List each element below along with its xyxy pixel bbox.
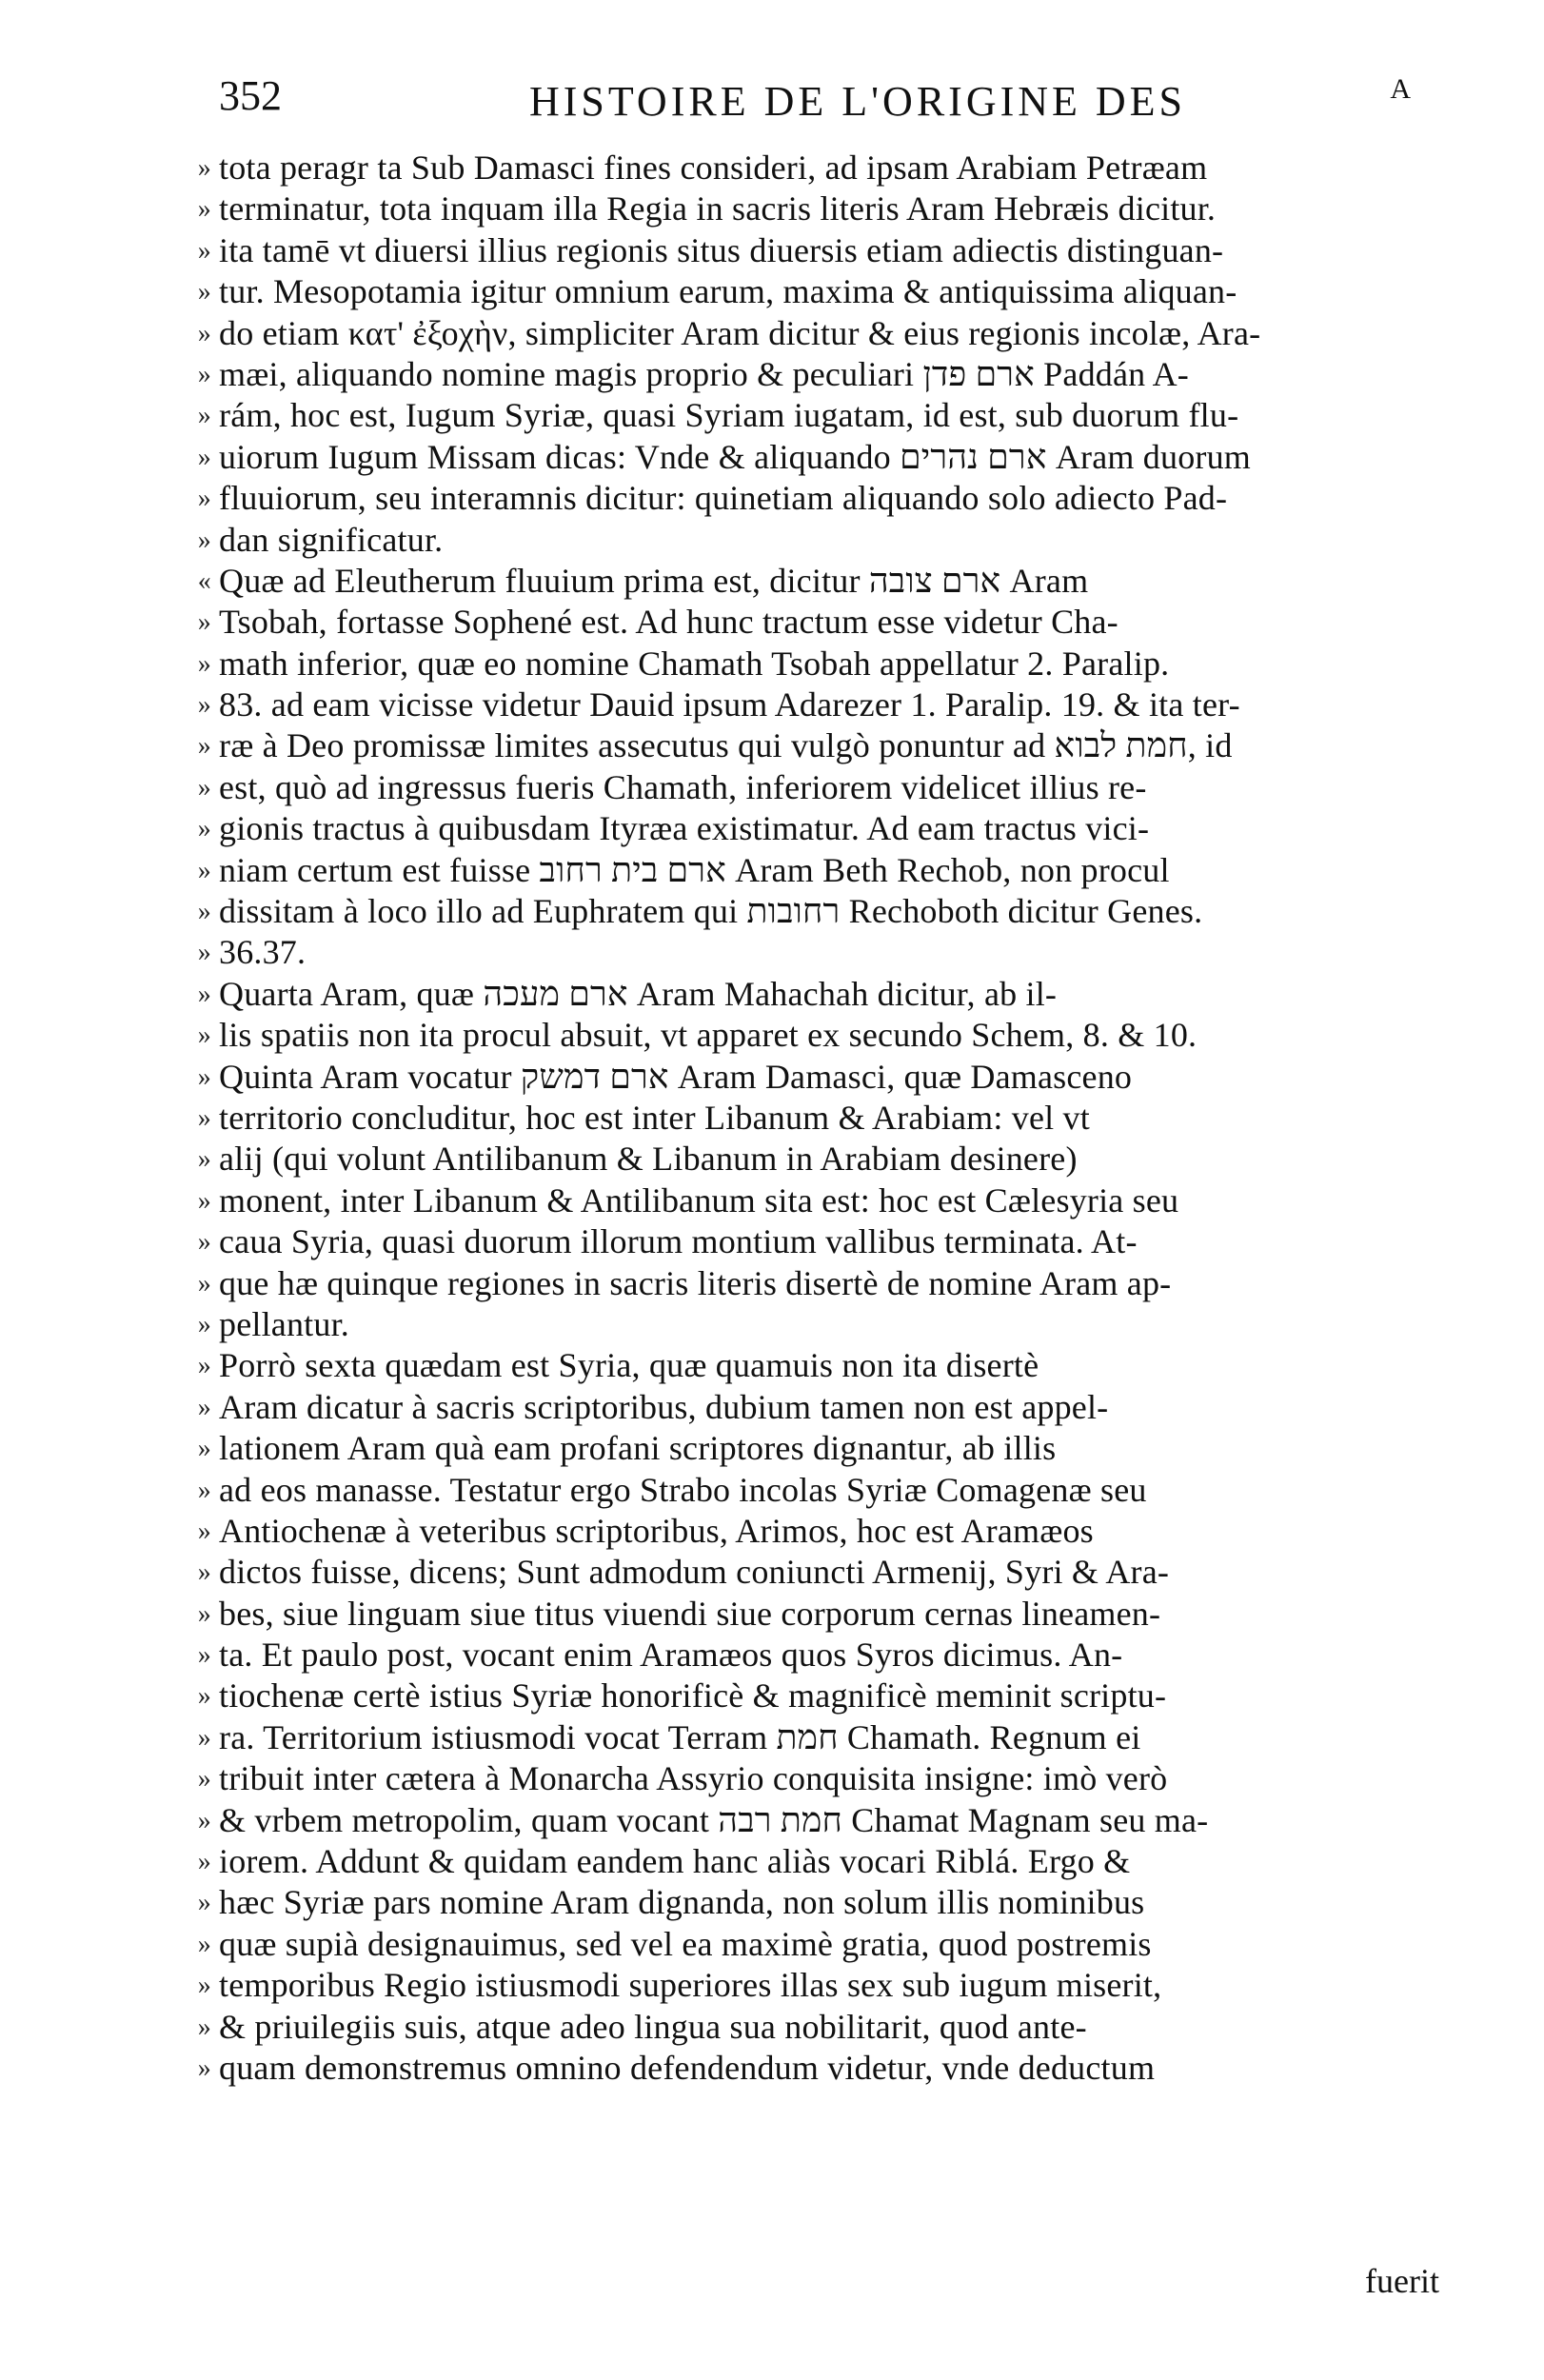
quote-marker: » xyxy=(197,1061,211,1092)
text-line xyxy=(197,1800,1439,1841)
text-line xyxy=(197,1387,1439,1428)
quote-marker: » xyxy=(197,525,211,555)
text-line xyxy=(197,1470,1439,1511)
line-text: tur. Mesopotamia igitur omnium earum, maxima & antiquissima aliquan- xyxy=(219,272,1237,311)
text-line xyxy=(197,478,1439,519)
line-text: pellantur. xyxy=(219,1304,349,1343)
line-text: Quarta Aram, quæ ארם מעכה Aram Mahachah dicitur, ab il- xyxy=(219,974,1058,1013)
text-line xyxy=(197,1304,1439,1345)
text-line xyxy=(197,1882,1439,1923)
quote-marker: » xyxy=(197,1351,211,1381)
line-text: tribuit inter cætera à Monarcha Assyrio conquisita insigne: imò verò xyxy=(219,1759,1168,1798)
line-text: lationem Aram quà eam profani scriptores dignantur, ab illis xyxy=(219,1429,1057,1468)
text-line xyxy=(197,1098,1439,1139)
line-text: ra. Territorium istiusmodi vocat Terram חמת Chamath. Regnum ei xyxy=(219,1717,1141,1756)
line-text: dictos fuisse, dicens; Sunt admodum coniuncti Armenij, Syri & Ara- xyxy=(219,1553,1170,1592)
corner-mark: A xyxy=(1390,73,1411,105)
line-text: & priuilegiis suis, atque adeo lingua sua nobilitarit, quod ante- xyxy=(219,2007,1087,2046)
text-line xyxy=(197,2048,1439,2089)
text-line xyxy=(197,1180,1439,1221)
quote-marker: » xyxy=(197,1309,211,1339)
line-text: ita tamē vt diuersi illius regionis situs diuersis etiam adiectis distinguan- xyxy=(219,230,1224,269)
quote-marker: » xyxy=(197,1681,211,1712)
line-text: lis spatiis non ita procul absuit, vt apparet ex secundo Schem, 8. & 10. xyxy=(219,1016,1198,1055)
quote-marker: » xyxy=(197,1640,211,1671)
text-line xyxy=(197,1717,1439,1758)
text-line xyxy=(197,1057,1439,1098)
line-text: ta. Et paulo post, vocant enim Aramæos quos Syros dicimus. An- xyxy=(219,1636,1123,1675)
text-line xyxy=(197,230,1439,271)
quote-marker: » xyxy=(197,979,211,1009)
quote-marker: » xyxy=(197,1475,211,1505)
line-text: math inferior, quæ eo nomine Chamath Tsobah appellatur 2. Paralip. xyxy=(219,644,1170,683)
line-text: Quinta Aram vocatur ארם דמשק Aram Damasci, quæ Damasceno xyxy=(219,1057,1133,1096)
quote-marker: » xyxy=(197,1392,211,1422)
quote-marker: » xyxy=(197,1847,211,1877)
quote-marker: » xyxy=(197,814,211,844)
quote-marker: » xyxy=(197,235,211,266)
quote-marker: » xyxy=(197,2053,211,2083)
text-line xyxy=(197,1635,1439,1676)
line-text: niam certum est fuisse ארם בית רחוב Aram Beth Rechob, non procul xyxy=(219,850,1170,889)
quote-marker: » xyxy=(197,194,211,225)
quote-marker: » xyxy=(197,1268,211,1299)
quote-marker: » xyxy=(197,772,211,803)
text-line xyxy=(197,850,1439,891)
quote-marker: » xyxy=(197,855,211,885)
quote-marker: » xyxy=(197,359,211,389)
body-text xyxy=(197,148,1439,2089)
running-title: HISTOIRE DE L'ORIGINE DES xyxy=(528,78,1187,125)
line-text: bes, siue linguam siue titus viuendi siue corporum cernas lineamen- xyxy=(219,1594,1161,1633)
line-text: temporibus Regio istiusmodi superiores illas sex sub iugum miserit, xyxy=(219,1966,1162,2005)
text-line xyxy=(197,1594,1439,1635)
line-text: ad eos manasse. Testatur ergo Strabo incolas Syriæ Comagenæ seu xyxy=(219,1470,1147,1509)
text-line xyxy=(197,1263,1439,1304)
line-text: est, quò ad ingressus fueris Chamath, inferiorem videlicet illius re- xyxy=(219,767,1147,806)
quote-marker: » xyxy=(197,484,211,514)
quote-marker: » xyxy=(197,897,211,927)
text-line xyxy=(197,974,1439,1015)
quote-marker: » xyxy=(197,1227,211,1258)
text-line xyxy=(197,602,1439,643)
text-line xyxy=(197,395,1439,436)
line-text: gionis tractus à quibusdam Ityræa existimatur. Ad eam tractus vici- xyxy=(219,809,1150,848)
quote-marker: » xyxy=(197,442,211,472)
text-line xyxy=(197,520,1439,561)
text-line xyxy=(197,1221,1439,1262)
line-text: Porrò sexta quædam est Syria, quæ quamuis non ita disertè xyxy=(219,1346,1039,1385)
line-text: que hæ quinque regiones in sacris literis disertè de nomine Aram ap- xyxy=(219,1263,1172,1302)
text-line xyxy=(197,808,1439,849)
quote-marker: » xyxy=(197,318,211,348)
text-line xyxy=(197,1758,1439,1799)
text-line xyxy=(197,1965,1439,2006)
quote-marker: » xyxy=(197,938,211,968)
text-line xyxy=(197,271,1439,312)
line-text: caua Syria, quasi duorum illorum montium vallibus terminata. At- xyxy=(219,1222,1138,1261)
text-line xyxy=(197,188,1439,229)
text-line xyxy=(197,891,1439,932)
line-text: alij (qui volunt Antilibanum & Libanum in Arabiam desinere) xyxy=(219,1140,1078,1179)
line-text: rám, hoc est, Iugum Syriæ, quasi Syriam iugatam, id est, sub duorum flu- xyxy=(219,396,1239,435)
text-line xyxy=(197,932,1439,973)
text-line xyxy=(197,313,1439,354)
text-line xyxy=(197,1345,1439,1386)
line-text: mæi, aliquando nomine magis proprio & peculiari ארם פדן Paddán A- xyxy=(219,354,1189,393)
text-line xyxy=(197,2007,1439,2048)
line-text: tota peragr ta Sub Damasci fines consideri, ad ipsam Arabiam Petræam xyxy=(219,149,1208,187)
text-line xyxy=(197,437,1439,478)
line-text: Aram dicatur à sacris scriptoribus, dubium tamen non est appel- xyxy=(219,1387,1109,1426)
quote-marker: » xyxy=(197,153,211,183)
line-text: dan significatur. xyxy=(219,520,444,559)
text-line xyxy=(197,1015,1439,1056)
text-line xyxy=(197,1428,1439,1469)
page-header xyxy=(219,71,1439,138)
text-line xyxy=(197,644,1439,684)
quote-marker: » xyxy=(197,277,211,307)
line-text: terminatur, tota inquam illa Regia in sacris literis Aram Hebræis dicitur. xyxy=(219,189,1217,228)
text-line xyxy=(197,148,1439,188)
line-text: Quæ ad Eleutherum fluuium prima est, dicitur ארם צובה Aram xyxy=(219,561,1089,600)
quote-marker: » xyxy=(197,648,211,679)
text-line xyxy=(197,1841,1439,1882)
line-text: territorio concluditur, hoc est inter Libanum & Arabiam: vel vt xyxy=(219,1098,1090,1137)
catchword: fuerit xyxy=(1365,2262,1439,2300)
line-text: Tsobah, fortasse Sophené est. Ad hunc tractum esse videtur Cha- xyxy=(219,603,1118,642)
quote-marker: » xyxy=(197,1598,211,1629)
line-text: tiochenæ certè istius Syriæ honorificè & magnificè meminit scriptu- xyxy=(219,1676,1167,1716)
quote-marker: » xyxy=(197,1722,211,1753)
text-line xyxy=(197,561,1439,602)
line-text: iorem. Addunt & quidam eandem hanc aliàs vocari Riblá. Ergo & xyxy=(219,1842,1131,1881)
quote-marker: » xyxy=(197,1144,211,1175)
quote-marker: » xyxy=(197,1021,211,1051)
quote-marker: » xyxy=(197,1557,211,1588)
text-line xyxy=(197,1552,1439,1593)
quote-marker: » xyxy=(197,690,211,721)
line-text: Antiochenæ à veteribus scriptoribus, Arimos, hoc est Aramæos xyxy=(219,1511,1094,1550)
text-line xyxy=(197,725,1439,766)
quote-marker: » xyxy=(197,1805,211,1835)
quote-marker: » xyxy=(197,1516,211,1546)
quote-marker: » xyxy=(197,1888,211,1918)
text-line xyxy=(197,767,1439,808)
quote-marker: « xyxy=(197,565,211,596)
page-number: 352 xyxy=(219,72,282,119)
line-text: dissitam à loco illo ad Euphratem qui רחובות Rechoboth dicitur Genes. xyxy=(219,892,1203,931)
text-line xyxy=(197,1676,1439,1716)
text-line xyxy=(197,1924,1439,1965)
quote-marker: » xyxy=(197,1434,211,1464)
line-text: hæc Syriæ pars nomine Aram dignanda, non solum illis nominibus xyxy=(219,1883,1145,1922)
quote-marker: » xyxy=(197,607,211,638)
line-text: do etiam κατ' ἐξοχὴν, simpliciter Aram dicitur & eius regionis incolæ, Ara- xyxy=(219,313,1261,352)
quote-marker: » xyxy=(197,401,211,431)
line-text: & vrbem metropolim, quam vocant חמת רבה Chamat Magnam seu ma- xyxy=(219,1800,1209,1839)
quote-marker: » xyxy=(197,1929,211,1959)
quote-marker: » xyxy=(197,1185,211,1216)
line-text: 83. ad eam vicisse videtur Dauid ipsum Adarezer 1. Paralip. 19. & ita ter- xyxy=(219,685,1240,724)
line-text: monent, inter Libanum & Antilibanum sita est: hoc est Cælesyria seu xyxy=(219,1180,1179,1220)
quote-marker: » xyxy=(197,1764,211,1795)
line-text: ræ à Deo promissæ limites assecutus qui vulgò ponuntur ad חמת לבוא, id xyxy=(219,726,1233,765)
quote-marker: » xyxy=(197,1102,211,1133)
quote-marker: » xyxy=(197,1971,211,2001)
text-line xyxy=(197,354,1439,395)
line-text: quam demonstremus omnino defendendum videtur, vnde deductum xyxy=(219,2048,1156,2087)
line-text: quæ supià designauimus, sed vel ea maximè gratia, quod postremis xyxy=(219,1924,1152,1963)
text-line xyxy=(197,1139,1439,1180)
line-text: 36.37. xyxy=(219,933,307,972)
quote-marker: » xyxy=(197,731,211,762)
line-text: fluuiorum, seu interamnis dicitur: quinetiam aliquando solo adiecto Pad- xyxy=(219,479,1228,518)
text-line xyxy=(197,1511,1439,1552)
line-text: uiorum Iugum Missam dicas: Vnde & aliquando ארם נהרים Aram duorum xyxy=(219,437,1251,476)
text-line xyxy=(197,684,1439,725)
quote-marker: » xyxy=(197,2012,211,2042)
